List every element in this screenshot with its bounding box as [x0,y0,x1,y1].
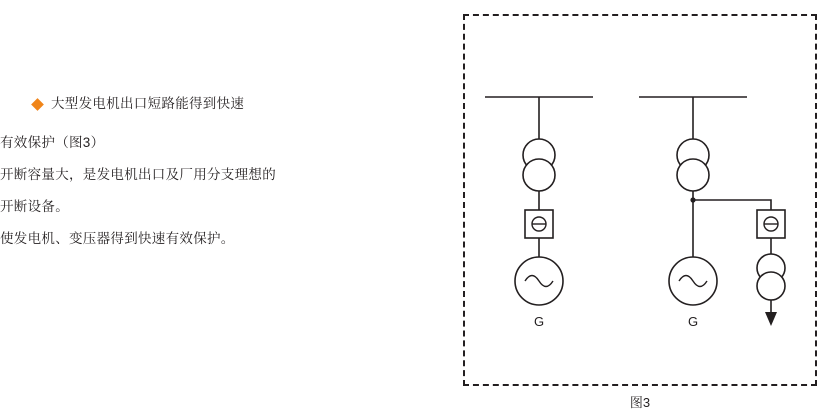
paragraph-line-1: 有效保护（图3） [0,135,105,150]
generator-left-label: G [533,314,545,329]
transformer-auxiliary [757,254,785,300]
diamond-icon [31,98,44,111]
bullet-text: 大型发电机出口短路能得到快速 [51,96,245,111]
generator-right-label: G [687,314,699,329]
single-line-diagram [463,14,817,386]
auxiliary-branch-conductor [693,200,771,210]
breaker-auxiliary [757,210,785,238]
generator-right [669,257,717,305]
transformer-left [523,139,555,191]
breaker-left [525,210,553,238]
down-arrow-icon [765,300,777,326]
paragraph-line-3: 开断设备。 [0,199,69,214]
text-column [0,95,420,255]
bullet-item [0,95,420,113]
transformer-right [677,139,709,191]
paragraph-line-2: 开断容量大，是发电机出口及厂用分支理想的 [0,167,276,182]
paragraph-line-4: 使发电机、变压器得到快速有效保护。 [0,231,235,246]
generator-left [515,257,563,305]
figure-caption: 图3 [629,395,651,410]
